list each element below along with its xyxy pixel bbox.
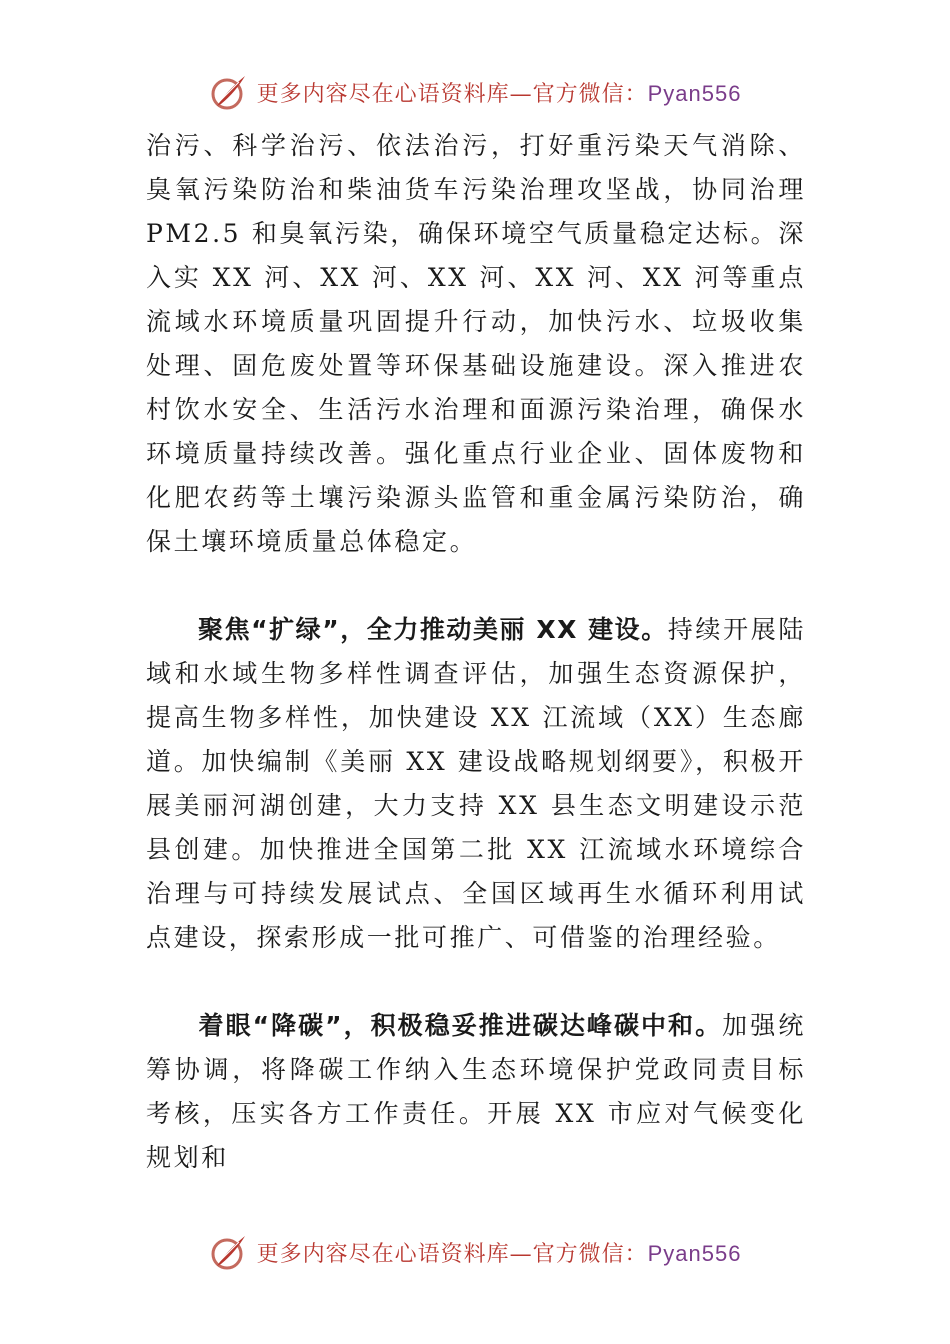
paragraph-3-text: 加强统筹协调，将降碳工作纳入生态环境保护党政同责目标考核，压实各方工作责任。开展 XX 市应对气候变化规划和: [146, 1011, 806, 1172]
paragraph-1: 治污、科学治污、依法治污，打好重污染天气消除、臭氧污染防治和柴油货车污染治理攻坚战，协同治理 PM2.5 和臭氧污染，确保环境空气质量稳定达标。深入实 XX 河、XX 河、XX 河、XX 河、XX 河等重点流域水环境质量巩固提升行动，加快污水、垃圾收集处理、固危废处置等环保基础设施建设。深入推进农村饮水安全、生活污水治理和面源污染治理，确保水环境质量持续改善。强化重点行业企业、固体废物和化肥农药等土壤污染源头监管和重金属污染防治，确保土壤环境质量总体稳定。: [146, 131, 806, 556]
banner-wechat-id: Pyan556: [647, 80, 742, 106]
paragraph-3: [146, 1004, 806, 1180]
document-body: [146, 124, 806, 1180]
paragraph-2-text: 持续开展陆域和水域生物多样性调查评估，加强生态资源保护，提高生物多样性，加快建设 XX 江流域（XX）生态廊道。加快编制《美丽 XX 建设战略规划纲要》，积极开展美丽河湖创建，大力支持 XX 县生态文明建设示范县创建。加快推进全国第二批 XX 江流域水环境综合治理与可持续发展试点、全国区域再生水循环利用试点建设，探索形成一批可推广、可借鉴的治理经验。: [146, 615, 806, 952]
quill-circle-logo-icon: [209, 72, 249, 112]
footer-banner-text: [257, 1237, 742, 1268]
header-banner: [0, 68, 950, 116]
paragraph-2: [146, 608, 806, 960]
banner-main: 更多内容尽在心语资料库—官方微信：: [256, 81, 648, 107]
quill-circle-logo-icon: [209, 1232, 249, 1272]
banner-text: [257, 77, 742, 108]
footer-banner-wechat-id: Pyan556: [647, 1240, 742, 1266]
paragraph-2-heading: 聚焦“扩绿”，全力推动美丽 XX 建设。: [198, 615, 668, 644]
paragraph-3-heading: 着眼“降碳”，积极稳妥推进碳达峰碳中和。: [198, 1011, 723, 1040]
footer-banner-main: 更多内容尽在心语资料库—官方微信：: [256, 1241, 648, 1267]
footer-banner: [0, 1228, 950, 1276]
